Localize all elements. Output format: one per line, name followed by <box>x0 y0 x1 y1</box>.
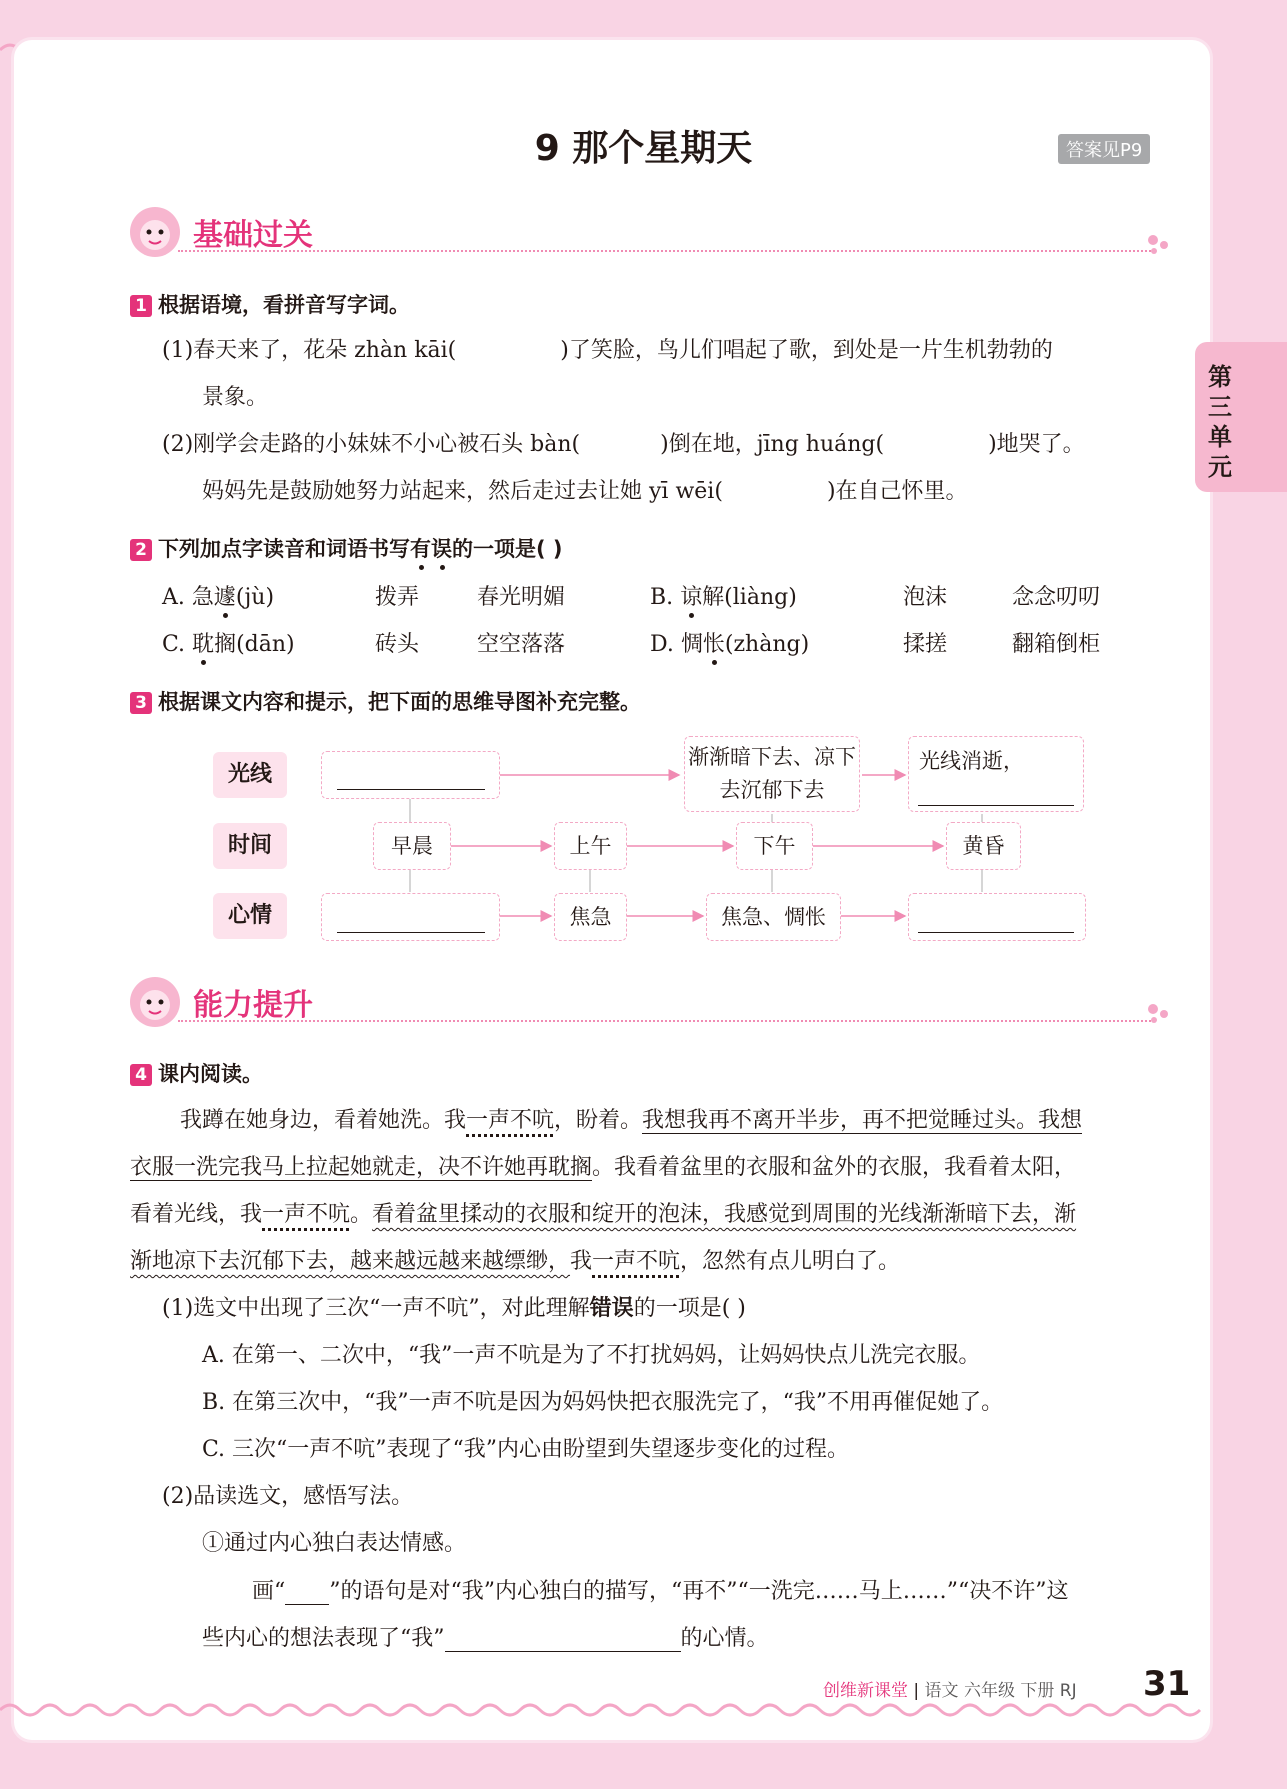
mindmap-time-dusk: 黄昏 <box>946 822 1021 870</box>
mindmap-light-blank4[interactable] <box>918 805 1074 806</box>
q4-fill-blank1[interactable] <box>285 1579 329 1605</box>
q2-a-pinyin: (jù) <box>235 585 275 610</box>
mindmap-time-afternoon: 下午 <box>736 822 813 870</box>
q2-b-word3: 念念叨叨 <box>1012 585 1101 610</box>
mindmap-mood-blank1[interactable] <box>337 932 485 933</box>
q4-sub2: (2)品读选文，感悟写法。 <box>162 1484 414 1509</box>
q4-fill-a: 画“ <box>252 1579 286 1604</box>
q4-sub1-bold: 错误 <box>589 1296 634 1321</box>
q4-sub1 <box>162 1291 746 1322</box>
passage-line1 <box>180 1103 1082 1134</box>
mindmap-row-light: 光线 <box>213 752 287 798</box>
q4-sub1-a: (1)选文中出现了三次“一声不吭”，对此理解 <box>162 1296 590 1321</box>
passage-line4-wavy: 渐地凉下去沉郁下去，越来越远越来越缥缈， <box>130 1249 571 1274</box>
q4-heading <box>130 1058 263 1088</box>
q2-a-word3: 春光明媚 <box>477 585 566 610</box>
mindmap-time-morning: 早晨 <box>373 822 451 870</box>
q4-sub1-b: 的一项是( ) <box>633 1296 746 1321</box>
q1-line1-part2: )了笑脸，鸟儿们唱起了歌，到处是一片生机勃勃的 <box>560 338 1053 363</box>
mindmap-mood-box4[interactable] <box>908 893 1086 941</box>
q2-b-word2: 泡沫 <box>903 585 948 610</box>
mindmap-light-box3: 渐渐暗下去、凉下去沉郁下去 <box>684 736 860 812</box>
q2-d-word3: 翻箱倒柜 <box>1012 632 1101 657</box>
q2-c-pinyin: 搁(dān) <box>214 632 295 657</box>
lesson-title: 9 那个星期天 <box>534 128 753 169</box>
q4-fill-b: ”的语句是对“我”内心独白的描写，“再不”“一洗完……马上……”“决不许”这 <box>329 1579 1069 1604</box>
q2-b-pinyin: 解(liàng) <box>702 585 797 610</box>
q2-c-dot: 耽 <box>192 627 214 658</box>
passage-line3-wavy: 看着盆里揉动的衣服和绽开的泡沫，我感觉到周围的光线渐渐暗下去，渐 <box>372 1202 1077 1227</box>
q2-stem-a: 下列加点字读音和词语书写 <box>158 537 410 561</box>
passage-line1-underlined: 我想我再不离开半步，再不把觉睡过头。我想 <box>642 1108 1083 1133</box>
mindmap-light-blank1[interactable] <box>337 789 485 790</box>
q2-stem-dot1: 有 <box>410 533 431 563</box>
passage-line3-b: 。 <box>350 1202 373 1227</box>
footer-separator: | <box>913 1681 920 1701</box>
passage-line1-a: 我蹲在她身边，看着她洗。我 <box>180 1108 467 1133</box>
footer-info <box>823 1676 1077 1701</box>
q4-option-b[interactable]: B. 在第三次中，“我”一声不吭是因为妈妈快把衣服洗完了，“我”不用再催促她了。 <box>202 1390 1004 1415</box>
q2-c-label: C. <box>162 632 193 657</box>
q4-fill-c: 些内心的想法表现了“我” <box>202 1626 445 1651</box>
q2-d-dot: 怅 <box>703 627 725 658</box>
q2-d-label: D. 惆 <box>650 632 703 657</box>
q1-number: 1 <box>130 295 152 317</box>
mindmap-mood-box1[interactable] <box>321 893 500 941</box>
mindmap-light-box1[interactable] <box>321 751 500 799</box>
passage-line2-b: 。我看着盆里的衣服和盆外的衣服，我看着太阳， <box>592 1155 1077 1180</box>
unit-tab-label: 第三单元 <box>1208 363 1232 481</box>
q2-c-word3: 空空落落 <box>477 632 566 657</box>
passage-line4 <box>130 1244 900 1275</box>
q1-line3-part2: )在自己怀里。 <box>826 479 968 504</box>
q3-stem: 根据课文内容和提示，把下面的思维导图补充完整。 <box>158 690 641 714</box>
q3-number: 3 <box>130 692 152 714</box>
q4-fill-line2 <box>202 1621 769 1652</box>
q4-fill-line1 <box>252 1574 1068 1605</box>
q4-stem: 课内阅读。 <box>158 1062 263 1086</box>
q2-b-dot: 谅 <box>680 580 702 611</box>
answer-reference-badge: 答案见P9 <box>1058 134 1150 164</box>
passage-line1-b: ，盼着。 <box>554 1108 643 1133</box>
q2-stem-dot2: 误 <box>431 533 452 563</box>
q2-d-pinyin: (zhàng) <box>724 632 810 657</box>
mindmap-row-time: 时间 <box>213 823 287 869</box>
q1-line1-part1: (1)春天来了，花朵 zhàn kāi( <box>162 338 457 363</box>
mindmap-mood-box2: 焦急 <box>554 893 627 941</box>
q2-c-word2: 砖头 <box>375 632 420 657</box>
bottom-wave-border <box>0 1690 1287 1750</box>
q2-stem-b: 的一项是( ) <box>452 537 563 561</box>
q2-b-label: B. <box>650 585 681 610</box>
passage-line3-a: 看着光线，我 <box>130 1202 263 1227</box>
q2-d-word2: 揉搓 <box>903 632 948 657</box>
passage-line2-underlined: 衣服一洗完我马上拉起她就走，决不许她再耽搁 <box>130 1155 593 1180</box>
q4-fill-d: 的心情。 <box>680 1626 769 1651</box>
page-number: 31 <box>1143 1664 1191 1704</box>
passage-line3-dotted: 一声不吭 <box>262 1202 351 1227</box>
passage-line1-dotted: 一声不吭 <box>466 1108 555 1133</box>
q2-number: 2 <box>130 539 152 561</box>
mindmap-light-box4: 光线消逝， <box>908 736 1084 812</box>
mindmap-mood-blank4[interactable] <box>918 932 1074 933</box>
q2-a-word2: 拨弄 <box>375 585 420 610</box>
q1-line2-part2: )倒在地，jīng huáng( <box>660 432 885 457</box>
q4-option-c[interactable]: C. 三次“一声不吭”表现了“我”内心由盼望到失望逐步变化的过程。 <box>202 1437 850 1462</box>
q4-sub2-item1: ①通过内心独白表达情感。 <box>202 1531 467 1556</box>
passage-line4-b: ，忽然有点儿明白了。 <box>680 1249 901 1274</box>
passage-line2 <box>130 1150 1076 1181</box>
section-basic-title: 基础过关 <box>193 218 313 253</box>
q1-line2-part1: (2)刚学会走路的小妹妹不小心被石头 bàn( <box>162 432 581 457</box>
footer-book-info: 语文 六年级 下册 RJ <box>924 1681 1077 1701</box>
section-divider <box>178 1020 1154 1022</box>
monkey-mascot-icon <box>128 975 182 1029</box>
passage-line3 <box>130 1197 1076 1228</box>
passage-line4-a: 我 <box>570 1249 593 1274</box>
mindmap-mood-box3: 焦急、惆怅 <box>706 893 841 941</box>
q1-line3-part1: 妈妈先是鼓励她努力站起来，然后走过去让她 yī wēi( <box>202 479 723 504</box>
q4-option-a[interactable]: A. 在第一、二次中，“我”一声不吭是为了不打扰妈妈，让妈妈快点儿洗完衣服。 <box>202 1343 981 1368</box>
dots-ornament-icon <box>1145 1003 1171 1025</box>
q1-line1-cont: 景象。 <box>202 385 269 410</box>
footer-brand: 创维新课堂 <box>823 1681 908 1701</box>
mindmap-row-mood: 心情 <box>213 893 287 939</box>
q2-a-label: A. 急 <box>162 585 214 610</box>
q1-stem: 根据语境，看拼音写字词。 <box>158 293 410 317</box>
mindmap-time-forenoon: 上午 <box>554 822 627 870</box>
q4-number: 4 <box>130 1064 152 1086</box>
q1-line2-part3: )地哭了。 <box>988 432 1085 457</box>
passage-line4-dotted: 一声不吭 <box>592 1249 681 1274</box>
q2-a-dot: 遽 <box>214 580 236 611</box>
q4-fill-blank2[interactable] <box>445 1626 681 1652</box>
section-advanced-title: 能力提升 <box>193 988 313 1023</box>
